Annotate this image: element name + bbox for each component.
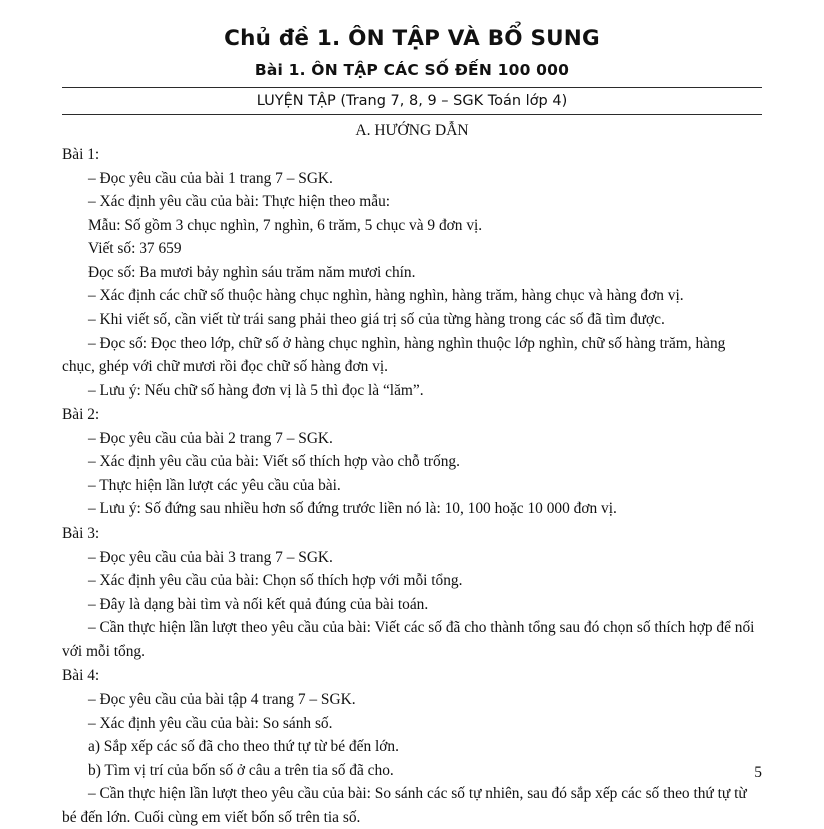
exercise-line: – Cần thực hiện lần lượt theo yêu cầu của bài: Viết các số đã cho thành tổng sau đó chọn số thích hợp để nối với mỗi tổng. — [62, 619, 755, 660]
exercise-label: Bài 1: — [62, 146, 100, 163]
header-divider-bottom — [62, 114, 762, 115]
exercise-line: – Đọc yêu cầu của bài 3 trang 7 – SGK. — [88, 548, 333, 566]
exercise-line: – Xác định yêu cầu của bài: Thực hiện theo mẫu: — [88, 193, 391, 211]
exercise-line: – Đọc yêu cầu của bài tập 4 trang 7 – SGK. — [88, 690, 356, 708]
exercise-line: – Lưu ý: Nếu chữ số hàng đơn vị là 5 thì đọc là “lăm”. — [88, 381, 424, 399]
exercise-line: – Khi viết số, cần viết từ trái sang phải theo giá trị số của từng hàng trong các số đã tìm được. — [88, 310, 665, 328]
page-header — [62, 26, 762, 140]
exercise-line: – Đây là dạng bài tìm và nối kết quả đúng của bài toán. — [88, 595, 429, 613]
exercise-line: – Thực hiện lần lượt các yêu cầu của bài. — [88, 476, 341, 494]
exercise-line: – Đọc số: Đọc theo lớp, chữ số ở hàng chục nghìn, hàng nghìn thuộc lớp nghìn, chữ số hàng trăm, hàng chục, ghép với chữ mươi rồi đọc chữ số hàng đơn vị. — [62, 334, 726, 376]
chapter-title: Chủ đề 1. ÔN TẬP VÀ BỔ SUNG — [224, 26, 600, 51]
exercise-line: – Xác định các chữ số thuộc hàng chục nghìn, hàng nghìn, hàng trăm, hàng chục và hàng đơn vị. — [88, 287, 684, 305]
practice-reference: LUYỆN TẬP (Trang 7, 8, 9 – SGK Toán lớp 4) — [256, 93, 568, 109]
exercise-line: – Lưu ý: Số đứng sau nhiều hơn số đứng trước liền nó là: 10, 100 hoặc 10 000 đơn vị. — [88, 500, 617, 518]
exercise-line: – Xác định yêu cầu của bài: Chọn số thích hợp với mỗi tổng. — [88, 572, 463, 590]
exercise-line: Viết số: 37 659 — [88, 240, 182, 258]
exercise-line: a) Sắp xếp các số đã cho theo thứ tự từ bé đến lớn. — [88, 738, 399, 756]
exercise-line: – Xác định yêu cầu của bài: Viết số thích hợp vào chỗ trống. — [88, 453, 460, 471]
page-number: 5 — [754, 764, 762, 781]
exercise-label: Bài 3: — [62, 525, 100, 542]
lesson-title: Bài 1. ÔN TẬP CÁC SỐ ĐẾN 100 000 — [254, 61, 570, 79]
exercise-line: Đọc số: Ba mươi bảy nghìn sáu trăm năm mươi chín. — [88, 263, 416, 281]
exercise-label: Bài 4: — [62, 667, 100, 685]
exercise-line: b) Tìm vị trí của bốn số ở câu a trên tia số đã cho. — [88, 761, 394, 779]
exercise-line: Mẫu: Số gồm 3 chục nghìn, 7 nghìn, 6 trăm, 5 chục và 9 đơn vị. — [88, 216, 483, 234]
header-divider-top — [62, 87, 762, 88]
section-heading: A. HƯỚNG DẪN — [355, 122, 469, 139]
exercise-line: – Đọc yêu cầu của bài 1 trang 7 – SGK. — [88, 169, 333, 187]
document-body — [62, 143, 762, 829]
exercise-line: – Cần thực hiện lần lượt theo yêu cầu của bài: So sánh các số tự nhiên, sau đó sắp xếp các số theo thứ tự từ bé đến lớn. Cuối cùng em viết bốn số trên tia số. — [62, 785, 747, 826]
exercise-line: – Đọc yêu cầu của bài 2 trang 7 – SGK. — [88, 429, 333, 447]
exercise-line: – Xác định yêu cầu của bài: So sánh số. — [88, 714, 333, 732]
exercise-label: Bài 2: — [62, 406, 100, 424]
